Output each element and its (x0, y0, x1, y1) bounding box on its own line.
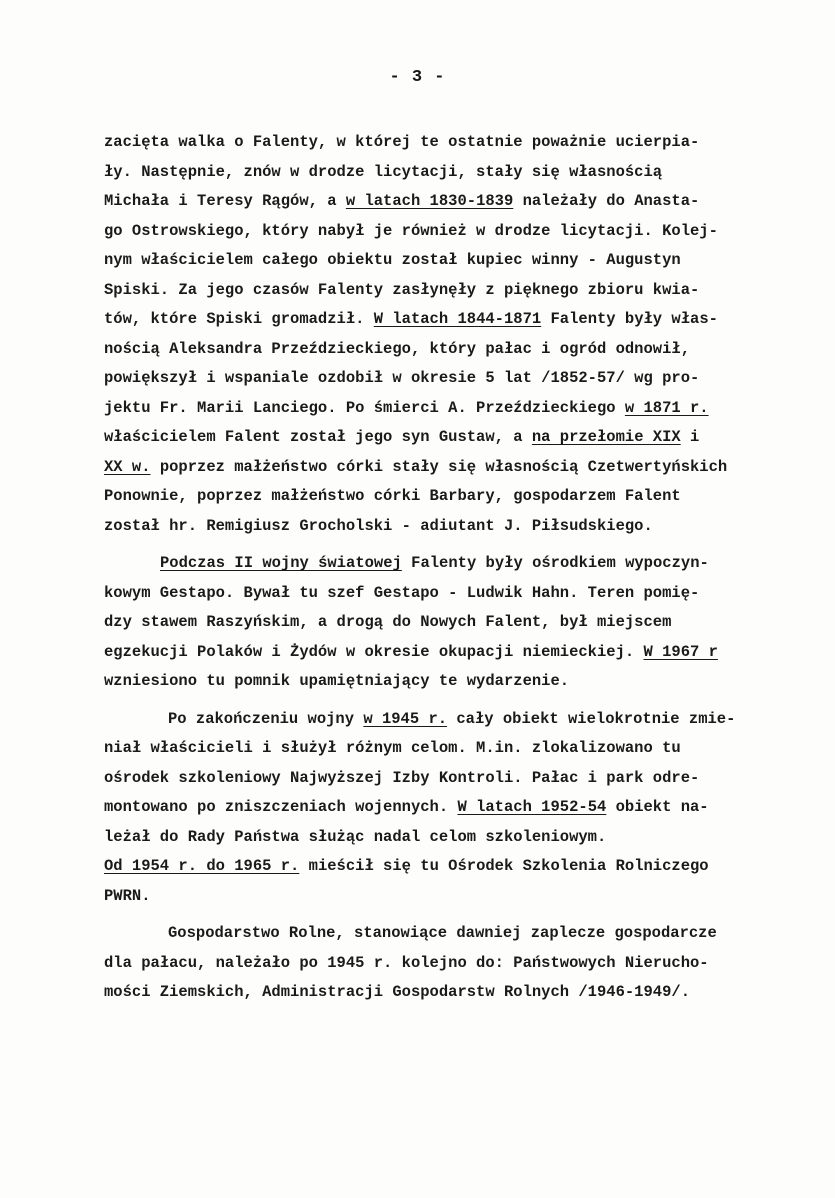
underlined-date-span: w latach 1830-1839 (345, 192, 514, 210)
text-span: Po zakończeniu wojny (168, 709, 364, 728)
text-line (104, 608, 794, 638)
text-span: ośrodek szkoleniowy Najwyższej Izby Kontroli. Pałac i park odre- (104, 768, 700, 787)
underlined-date-span: na przełomie XIX (531, 428, 681, 446)
text-span: nym właścicielem całego obiektu został kupiec winny - Augustyn (104, 251, 681, 269)
text-line (104, 667, 794, 697)
text-line (104, 823, 794, 853)
underlined-date-span: w 1945 r. (363, 709, 448, 728)
underlined-date-span: W latach 1844-1871 (373, 310, 542, 328)
underlined-date-span: W latach 1952-54 (457, 798, 607, 816)
text-span: mieścił się tu Ośrodek Szkolenia Rolniczego (299, 857, 709, 875)
underlined-date-span: Podczas II wojny światowej (160, 554, 402, 572)
page-number: - 3 - (389, 68, 446, 87)
text-line (104, 852, 794, 882)
underlined-date-span: w 1871 r. (624, 398, 709, 417)
text-span: nością Aleksandra Przeździeckiego, który pałac i ogród odnowił, (104, 339, 690, 358)
text-span: tów, które Spiski gromadził. (104, 310, 374, 328)
text-span: obiekt na- (606, 798, 709, 816)
text-line (104, 734, 794, 764)
text-span: Michała i Teresy Rągów, a (104, 192, 346, 210)
text-line (104, 949, 794, 979)
underlined-date-span: W 1967 r (643, 642, 718, 661)
text-line (104, 276, 794, 306)
text-span: zacięta walka o Falenty, w której te ostatnie poważnie ucierpia- (104, 133, 700, 151)
text-line (104, 919, 794, 949)
text-line (104, 394, 794, 424)
text-span: Falenty były włas- (541, 310, 718, 328)
text-line (104, 158, 794, 188)
text-span: niał właścicieli i służył różnym celom. M.in. zlokalizowano tu (104, 739, 681, 757)
text-span: dzy stawem Raszyńskim, a drogą do Nowych Falent, był miejscem (104, 613, 672, 631)
underlined-date-span: Od 1954 r. do 1965 r. (104, 857, 300, 875)
text-line (104, 335, 794, 365)
text-span: powiększył i wspaniale ozdobił w okresie 5 lat /1852-57/ wg pro- (104, 369, 700, 387)
text-line (104, 705, 794, 735)
text-span: leżał do Rady Państwa służąc nadal celom szkoleniowym. (104, 827, 607, 846)
paragraph-gap (104, 697, 794, 705)
paragraph-gap (104, 541, 794, 549)
text-line (104, 482, 794, 512)
text-span: mości Ziemskich, Administracji Gospodarstw Rolnych /1946-1949/. (104, 983, 690, 1001)
text-span: Falenty były ośrodkiem wypoczyn- (401, 554, 709, 572)
text-span: PWRN. (104, 886, 151, 905)
text-line (104, 305, 794, 335)
text-span: wzniesiono tu pomnik upamiętniający te wydarzenie. (104, 672, 570, 690)
text-span: kowym Gestapo. Bywał tu szef Gestapo - Ludwik Hahn. Teren pomię- (104, 583, 700, 602)
text-span: ły. Następnie, znów w drodze licytacji, stały się własnością (104, 162, 663, 181)
text-line (104, 453, 794, 483)
text-span: Gospodarstwo Rolne, stanowiące dawniej zaplecze gospodarcze (168, 924, 717, 942)
text-span: Spiski. Za jego czasów Falenty zasłynęły z pięknego zbioru kwia- (104, 280, 700, 299)
text-span: cały obiekt wielokrotnie zmie- (447, 709, 736, 728)
text-span: dla pałacu, należało po 1945 r. kolejno do: Państwowych Nierucho- (104, 953, 709, 972)
text-line (104, 638, 794, 668)
text-line (104, 882, 794, 912)
text-span: egzekucji Polaków i Żydów w okresie okupacji niemieckiej. (104, 642, 644, 661)
text-span: należały do Anasta- (513, 192, 700, 210)
text-line (104, 246, 794, 276)
text-span: montowano po zniszczeniach wojennych. (104, 798, 458, 816)
text-line (104, 423, 794, 453)
text-line (104, 978, 794, 1008)
text-span: właścicielem Falent został jego syn Gustaw, a (104, 428, 532, 446)
text-line (104, 187, 794, 217)
text-span: jektu Fr. Marii Lanciego. Po śmierci A. Przeździeckiego (104, 398, 625, 417)
text-span: został hr. Remigiusz Grocholski - adiutant J. Piłsudskiego. (104, 516, 653, 535)
underlined-date-span: XX w. (104, 457, 151, 476)
text-span: Ponownie, poprzez małżeństwo córki Barbary, gospodarzem Falent (104, 487, 681, 505)
text-span: go Ostrowskiego, który nabył je również w drodze licytacji. Kolej- (104, 221, 718, 240)
text-line (104, 128, 794, 158)
text-line (104, 364, 794, 394)
text-line (104, 793, 794, 823)
text-line (104, 512, 794, 542)
document-body (104, 128, 794, 1008)
text-line (104, 764, 794, 794)
text-line (104, 549, 794, 579)
text-span: poprzez małżeństwo córki stały się własnością Czetwertyńskich (150, 457, 728, 476)
text-line (104, 579, 794, 609)
text-line (104, 217, 794, 247)
paragraph-gap (104, 911, 794, 919)
text-span: i (680, 428, 700, 446)
